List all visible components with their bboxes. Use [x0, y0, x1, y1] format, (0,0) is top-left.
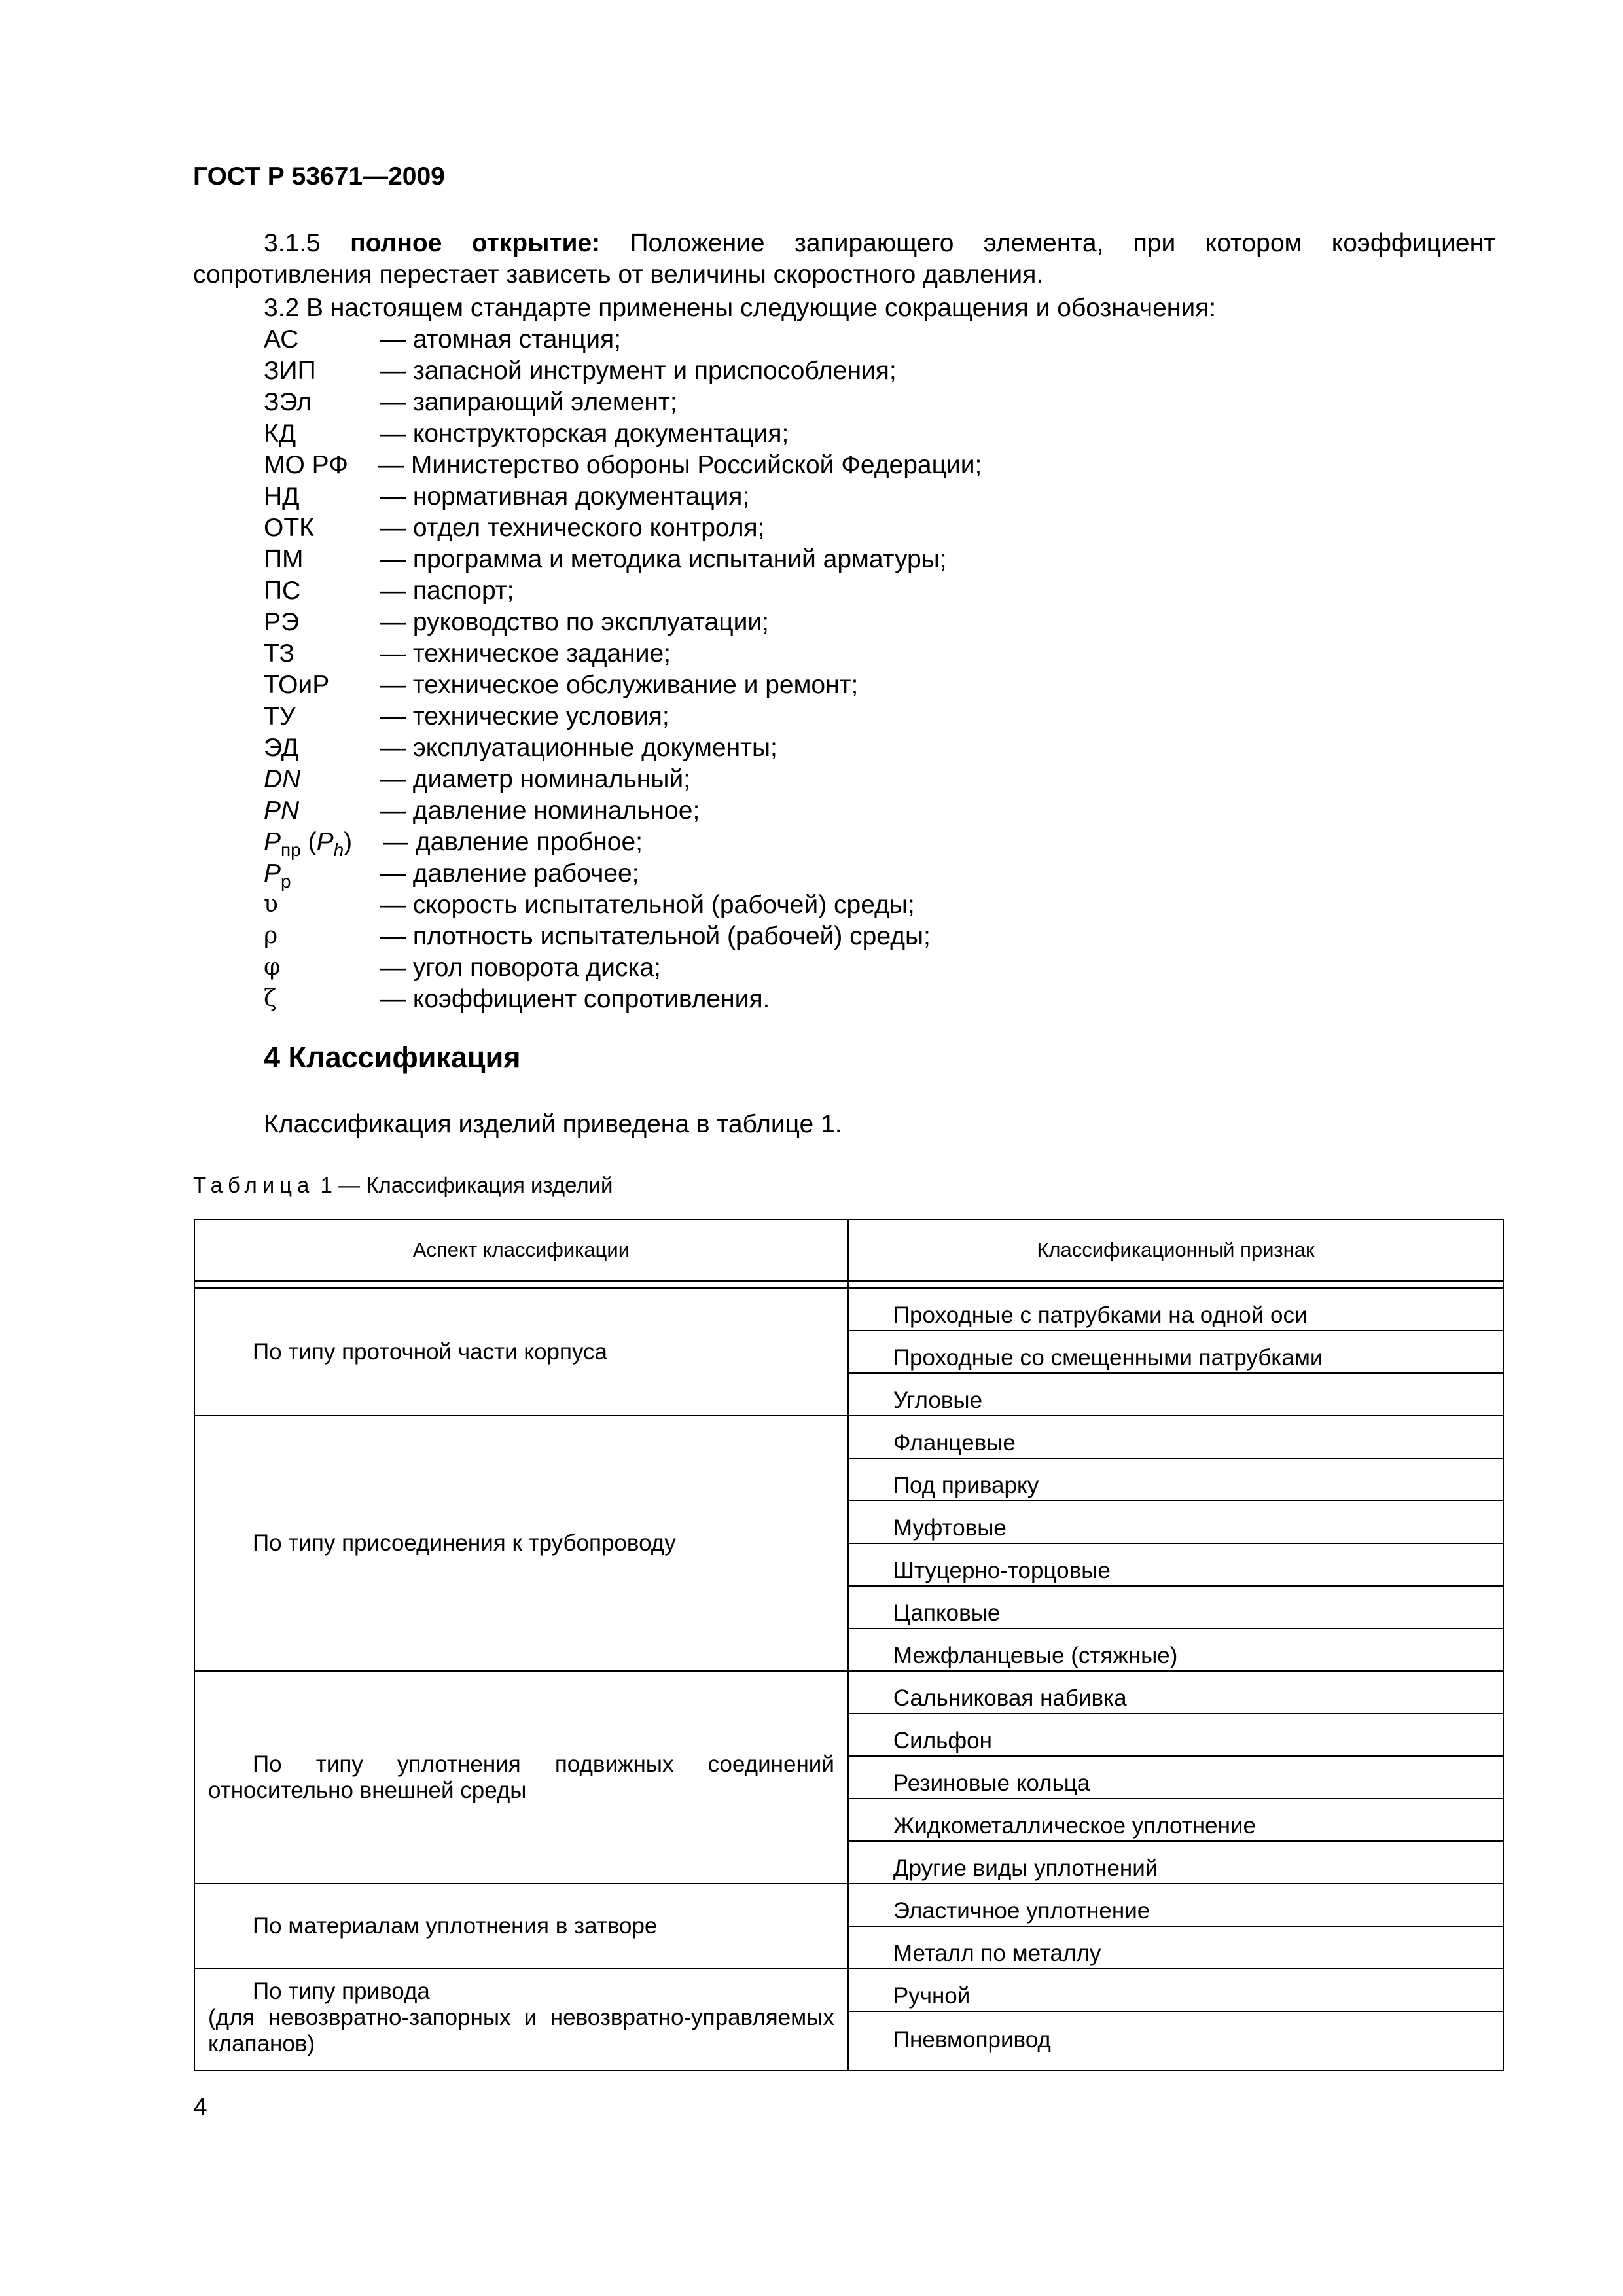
abbreviation-definition: — нормативная документация;	[380, 482, 750, 511]
aspect-cell	[194, 1416, 848, 1671]
table-row	[194, 1969, 1503, 2011]
abbreviation-definition: — программа и методика испытаний арматуры;	[380, 545, 947, 573]
abbreviation-item	[264, 451, 1442, 482]
abbreviation-definition: — коэффициент сопротивления.	[380, 985, 770, 1013]
clause-3-1-5	[193, 228, 1495, 291]
table-header-row	[194, 1219, 1503, 1282]
abbreviation-item	[264, 325, 1442, 357]
abbreviation-item	[264, 639, 1442, 671]
feature-cell: Жидкометаллическое уплотнение	[848, 1799, 1503, 1841]
abbreviation-code: МО РФ	[264, 451, 348, 479]
aspect-text: По материалам уплотнения в затворе	[253, 1913, 658, 1939]
standard-designation: ГОСТ Р 53671—2009	[193, 162, 445, 190]
term: полное открытие:	[350, 229, 601, 257]
abbreviation-definition: — скорость испытательной (рабочей) среды;	[380, 891, 915, 919]
feature-cell: Проходные с патрубками на одной оси	[848, 1288, 1503, 1331]
abbreviation-item	[264, 420, 1442, 451]
feature-cell: Другие виды уплотнений	[848, 1841, 1503, 1884]
abbreviation-item	[264, 357, 1442, 388]
feature-cell: Цапковые	[848, 1586, 1503, 1628]
abbreviation-item	[264, 671, 1442, 702]
feature-cell: Ручной	[848, 1969, 1503, 2011]
abbreviation-item	[264, 859, 1442, 891]
abbreviation-item	[264, 954, 1442, 985]
table-caption-label: Таблица	[193, 1173, 315, 1197]
abbreviation-item	[264, 482, 1442, 514]
aspect-text: По типу присоединения к трубопроводу	[253, 1530, 676, 1556]
abbreviation-definition: — технические условия;	[380, 702, 669, 730]
section-intro: Классификация изделий приведена в таблице 1.	[264, 1110, 842, 1138]
feature-cell: Угловые	[848, 1373, 1503, 1416]
header-separator	[194, 1282, 1503, 1289]
abbreviation-code: ТОиР	[264, 671, 330, 699]
abbreviation-code: φ	[264, 954, 281, 980]
feature-cell: Пневмопривод	[848, 2011, 1503, 2070]
abbreviation-item	[264, 545, 1442, 577]
aspect-cell	[194, 1288, 848, 1416]
abbreviation-definition: — плотность испытательной (рабочей) среды;	[380, 922, 931, 950]
feature-cell: Сальниковая набивка	[848, 1671, 1503, 1713]
aspect-note: (для невозвратно-запорных и невозвратно-управляемых клапанов)	[208, 2005, 834, 2056]
aspect-cell	[194, 1671, 848, 1884]
abbreviation-code: PN	[264, 797, 300, 825]
abbreviation-definition: — угол поворота диска;	[380, 954, 661, 982]
abbreviation-code: ЗЭл	[264, 388, 312, 416]
aspect-cell	[194, 1884, 848, 1969]
abbreviation-definition: — Министерство обороны Российской Федерации;	[378, 451, 982, 479]
aspect-cell	[194, 1969, 848, 2070]
feature-cell: Межфланцевые (стяжные)	[848, 1628, 1503, 1671]
abbreviation-definition: — давление пробное;	[383, 828, 643, 856]
table-row	[194, 1671, 1503, 1713]
abbreviation-item	[264, 702, 1442, 734]
abbreviation-definition: — диаметр номинальный;	[380, 765, 690, 793]
abbreviation-code: КД	[264, 420, 296, 448]
abbreviation-item	[264, 985, 1442, 1016]
column-header-feature: Классификационный признак	[848, 1219, 1503, 1282]
abbreviation-code: АС	[264, 325, 299, 353]
feature-cell: Под приварку	[848, 1458, 1503, 1501]
clause-number: 3.1.5	[264, 229, 321, 257]
abbreviation-code: РЭ	[264, 608, 300, 636]
aspect-text: По типу привода	[253, 1979, 430, 2004]
table-caption	[193, 1173, 613, 1198]
feature-cell: Проходные со смещенными патрубками	[848, 1331, 1503, 1373]
feature-cell: Металл по металлу	[848, 1926, 1503, 1969]
abbreviation-item	[264, 797, 1442, 828]
column-header-aspect: Аспект классификации	[194, 1219, 848, 1282]
abbreviation-definition: — техническое задание;	[380, 639, 671, 668]
abbreviation-item	[264, 828, 1442, 859]
feature-cell: Муфтовые	[848, 1501, 1503, 1543]
abbreviation-item	[264, 765, 1442, 797]
abbreviation-code: ρ	[264, 922, 278, 949]
abbreviation-code: ζ	[264, 985, 277, 1012]
abbreviation-definition: — давление номинальное;	[380, 797, 700, 825]
abbreviation-code: ТЗ	[264, 639, 294, 668]
abbreviation-code: ТУ	[264, 702, 296, 730]
abbreviation-item	[264, 514, 1442, 545]
abbreviation-definition: — паспорт;	[380, 577, 514, 605]
abbreviation-code: ПМ	[264, 545, 304, 573]
abbreviation-code: ПС	[264, 577, 301, 605]
abbreviation-definition: — техническое обслуживание и ремонт;	[380, 671, 859, 699]
feature-cell: Резиновые кольца	[848, 1756, 1503, 1799]
abbreviation-definition: — эксплуатационные документы;	[380, 734, 777, 762]
feature-cell: Штуцерно-торцовые	[848, 1543, 1503, 1586]
abbreviation-code: DN	[264, 765, 301, 793]
feature-cell: Сильфон	[848, 1713, 1503, 1756]
section-heading: 4 Классификация	[264, 1041, 521, 1074]
abbreviation-definition: — руководство по эксплуатации;	[380, 608, 769, 636]
abbreviation-item	[264, 577, 1442, 608]
term-definition: Положение запирающего элемента, при котором коэффициент сопротивления перестает зависеть от величины скоростного давления.	[193, 229, 1495, 289]
table-row	[194, 1416, 1503, 1458]
abbreviation-definition: — отдел технического контроля;	[380, 514, 765, 542]
abbreviation-definition: — атомная станция;	[380, 325, 622, 353]
abbreviation-item	[264, 608, 1442, 639]
abbreviation-definition: — запирающий элемент;	[380, 388, 677, 416]
feature-cell: Эластичное уплотнение	[848, 1884, 1503, 1926]
abbreviation-definition: — запасной инструмент и приспособления;	[380, 357, 897, 385]
abbreviation-code: ОТК	[264, 514, 314, 542]
classification-table	[194, 1219, 1504, 2071]
table-caption-title: 1 — Классификация изделий	[314, 1173, 613, 1197]
abbreviation-definition: — давление рабочее;	[380, 859, 639, 888]
abbreviation-item	[264, 734, 1442, 765]
abbreviation-code: НД	[264, 482, 300, 511]
feature-cell: Фланцевые	[848, 1416, 1503, 1458]
abbreviation-code: υ	[264, 891, 278, 918]
abbreviation-item	[264, 388, 1442, 420]
table-row	[194, 1884, 1503, 1926]
aspect-text: По типу уплотнения подвижных соединений относительно внешней среды	[208, 1751, 834, 1803]
abbreviation-code: $P_р$	[264, 859, 291, 891]
abbreviation-code: ЭД	[264, 734, 299, 762]
abbreviation-item	[264, 891, 1442, 922]
page-number: 4	[193, 2093, 207, 2121]
table-row	[194, 1288, 1503, 1331]
abbreviation-code: ЗИП	[264, 357, 316, 385]
abbreviation-item	[264, 922, 1442, 954]
clause-3-2: 3.2 В настоящем стандарте применены следующие сокращения и обозначения:	[264, 294, 1217, 322]
abbreviation-code: $P_{пр}$ $(P_h)$	[264, 828, 353, 860]
aspect-text: По типу проточной части корпуса	[253, 1338, 608, 1365]
abbreviation-definition: — конструкторская документация;	[380, 420, 789, 448]
